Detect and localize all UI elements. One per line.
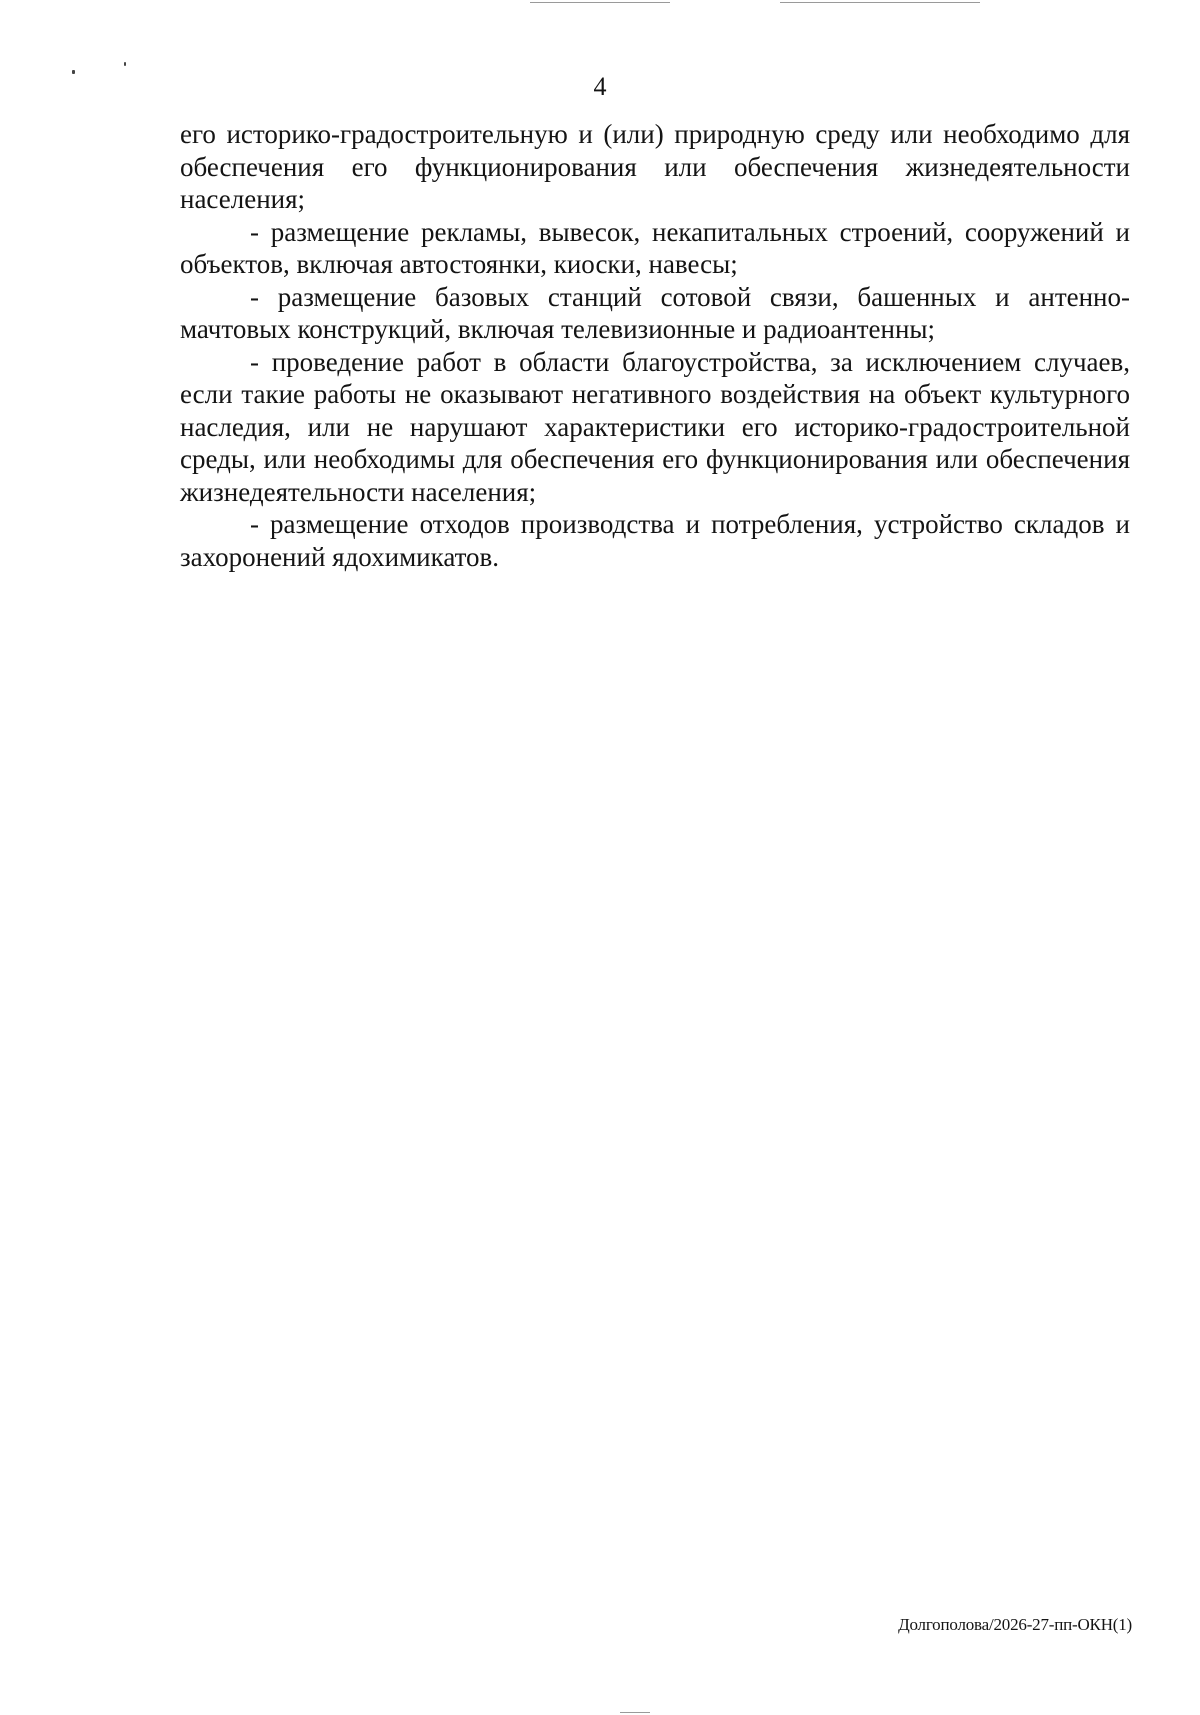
scan-speck bbox=[124, 62, 126, 66]
page-number: 4 bbox=[593, 72, 607, 101]
paragraph: - размещение рекламы, вывесок, некапитальных строений, сооружений и объектов, включая автостоянки, киоски, навесы; bbox=[180, 216, 1130, 279]
scan-edge-line bbox=[620, 1712, 650, 1713]
paragraph: - размещение отходов производства и потребления, устройство складов и захоронений ядохимикатов. bbox=[180, 509, 1130, 572]
scan-edge-line bbox=[530, 2, 670, 3]
scan-edge-line bbox=[780, 2, 980, 3]
paragraph: его историко-градостроительную и (или) природную среду или необходимо для обеспечения его функционирования или обеспечения жизнедеятельности населения; bbox=[180, 119, 1130, 214]
paragraph: - проведение работ в области благоустройства, за исключением случаев, если такие работы не оказывают негативного воздействия на объект культурного наследия, или не нарушают характеристики его историко-градостроительной среды, или необходимы для обеспечения его функционирования или обеспечения жизнедеятельности населения; bbox=[180, 346, 1130, 507]
document-body bbox=[180, 118, 1130, 573]
paragraph: - размещение базовых станций сотовой связи, башенных и антенно-мачтовых конструкций, включая телевизионные и радиоантенны; bbox=[180, 281, 1130, 344]
document-reference-code: Долгополова/2026-27-пп-ОКН(1) bbox=[898, 1615, 1132, 1634]
